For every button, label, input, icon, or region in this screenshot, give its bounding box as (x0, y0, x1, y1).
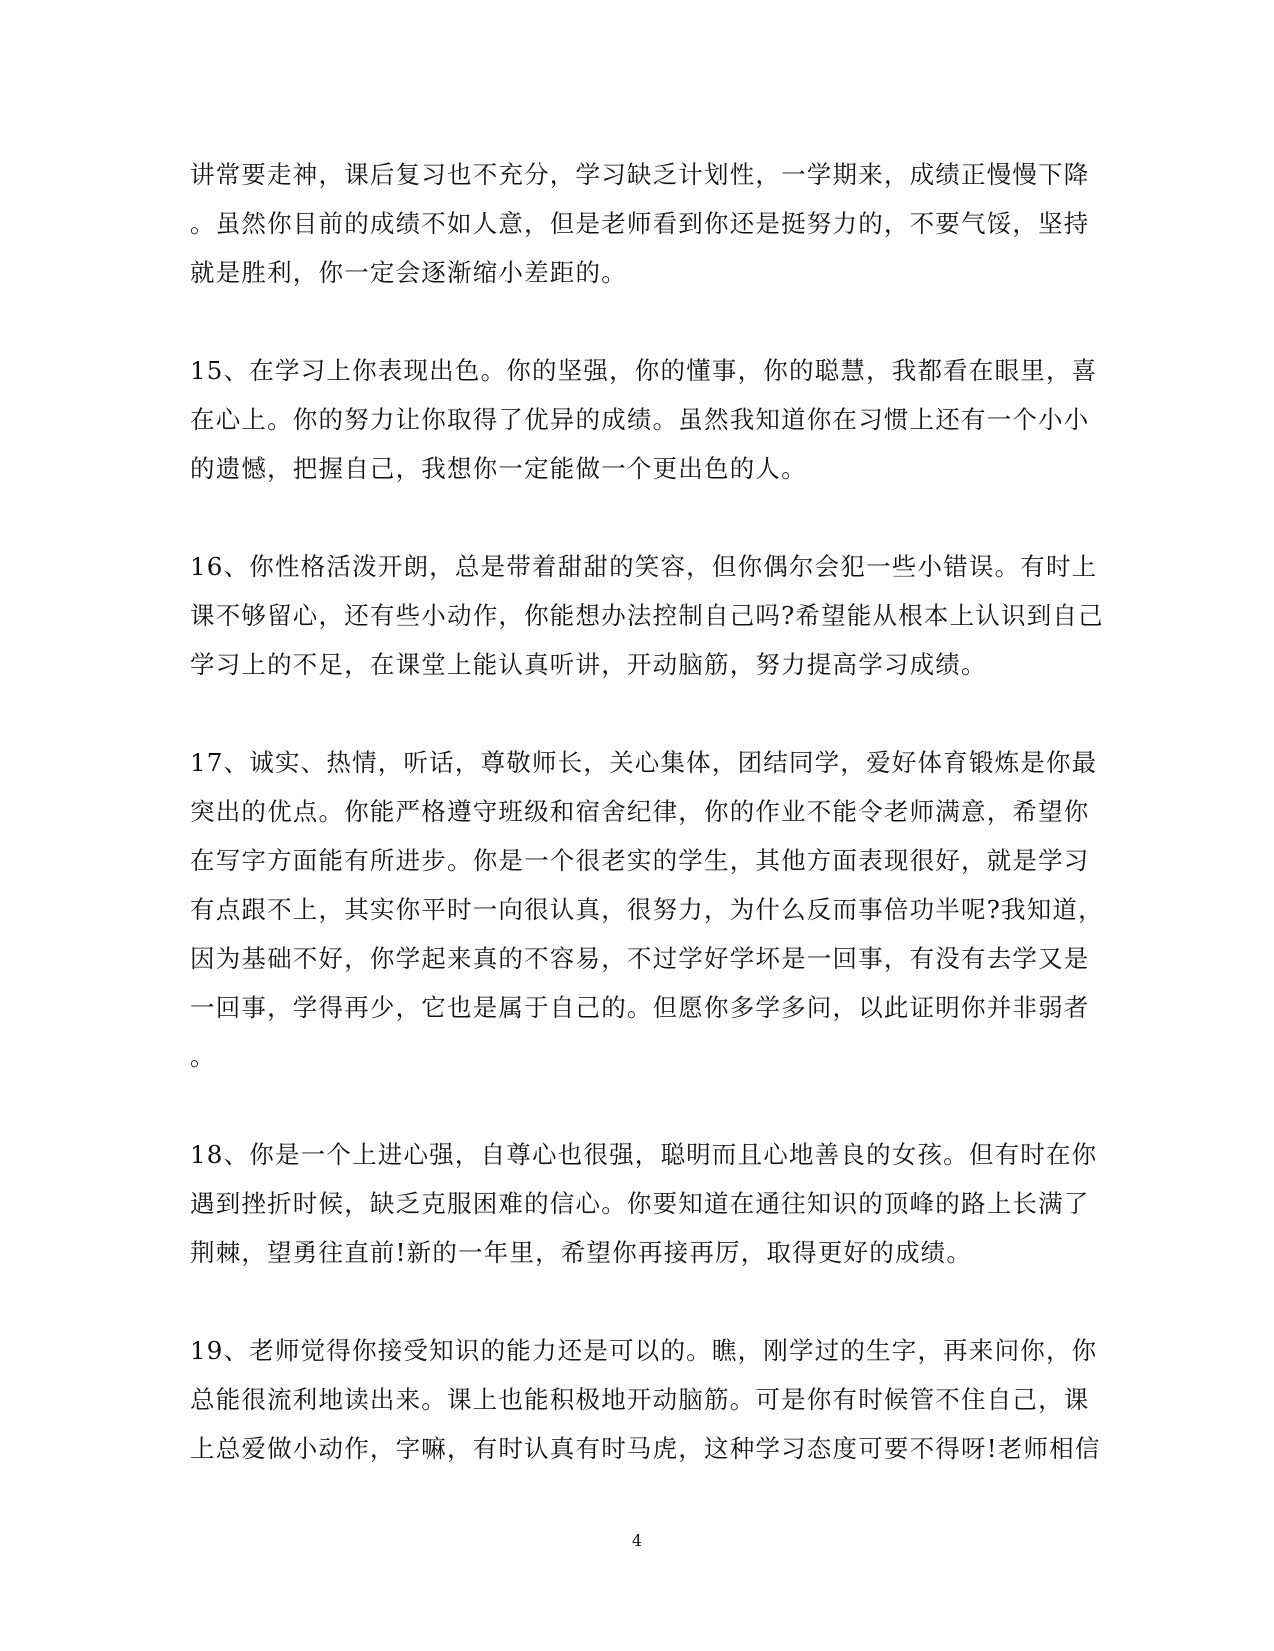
paragraph (190, 150, 1090, 297)
paragraph-spacing (190, 1277, 1090, 1326)
paragraph-spacing (190, 1081, 1090, 1130)
text-line: 有点跟不上，其实你平时一向很认真，很努力，为什么反而事倍功半呢?我知道， (190, 895, 1104, 924)
paragraph-spacing (190, 297, 1090, 346)
text-line: 15、在学习上你表现出色。你的坚强，你的懂事，你的聪慧，我都看在眼里，喜 (190, 356, 1098, 385)
text-line: 的遗憾，把握自己，我想你一定能做一个更出色的人。 (190, 454, 807, 483)
text-line: 18、你是一个上进心强，自尊心也很强，聪明而且心地善良的女孩。但有时在你 (190, 1140, 1098, 1169)
text-line: 讲常要走神，课后复习也不充分，学习缺乏计划性，一学期来，成绩正慢慢下降 (190, 160, 1090, 189)
text-line: 。虽然你目前的成绩不如人意，但是老师看到你还是挺努力的，不要气馁，坚持 (190, 209, 1090, 238)
text-line: 课不够留心，还有些小动作，你能想办法控制自己吗?希望能从根本上认识到自己 (190, 601, 1104, 630)
text-line: 19、老师觉得你接受知识的能力还是可以的。瞧，刚学过的生字，再来问你，你 (190, 1336, 1098, 1365)
text-line: 上总爱做小动作，字嘛，有时认真有时马虎，这种学习态度可要不得呀!老师相信 (190, 1434, 1101, 1463)
text-line: 荆棘，望勇往直前!新的一年里，希望你再接再厉，取得更好的成绩。 (190, 1238, 973, 1267)
text-line: 。 (190, 1042, 216, 1071)
text-line: 在心上。你的努力让你取得了优异的成绩。虽然我知道你在习惯上还有一个小小 (190, 405, 1090, 434)
page-number: 4 (631, 1531, 643, 1550)
paragraph (190, 738, 1104, 1081)
text-line: 在写字方面能有所进步。你是一个很老实的学生，其他方面表现很好，就是学习 (190, 846, 1090, 875)
document-body (190, 150, 1104, 1473)
paragraph-spacing (190, 493, 1090, 542)
text-line: 因为基础不好，你学起来真的不容易，不过学好学坏是一回事，有没有去学又是 (190, 944, 1090, 973)
paragraph (190, 542, 1104, 689)
text-line: 总能很流利地读出来。课上也能积极地开动脑筋。可是你有时候管不住自己，课 (190, 1385, 1090, 1414)
paragraph (190, 1130, 1098, 1277)
text-line: 学习上的不足，在课堂上能认真听讲，开动脑筋，努力提高学习成绩。 (190, 650, 987, 679)
paragraph (190, 346, 1098, 493)
text-line: 就是胜利，你一定会逐渐缩小差距的。 (190, 258, 627, 287)
paragraph-spacing (190, 689, 1090, 738)
text-line: 16、你性格活泼开朗，总是带着甜甜的笑容，但你偶尔会犯一些小错误。有时上 (190, 552, 1098, 581)
text-line: 一回事，学得再少，它也是属于自己的。但愿你多学多问，以此证明你并非弱者 (190, 993, 1090, 1022)
paragraph (190, 1326, 1101, 1473)
text-line: 遇到挫折时候，缺乏克服困难的信心。你要知道在通往知识的顶峰的路上长满了 (190, 1189, 1090, 1218)
text-line: 17、诚实、热情，听话，尊敬师长，关心集体，团结同学，爱好体育锻炼是你最 (190, 748, 1098, 777)
text-line: 突出的优点。你能严格遵守班级和宿舍纪律，你的作业不能令老师满意，希望你 (190, 797, 1090, 826)
